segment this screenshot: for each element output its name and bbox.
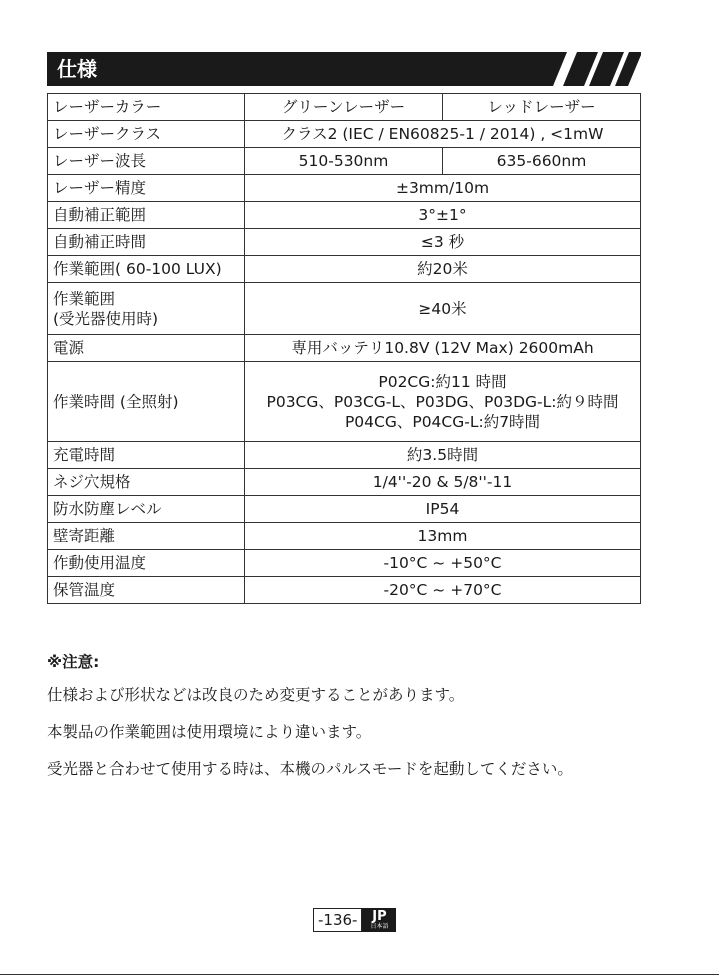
row-label: 作動使用温度 bbox=[48, 550, 245, 577]
table-row bbox=[48, 335, 641, 362]
row-label: レーザー波長 bbox=[48, 148, 245, 175]
note-line: 受光器と合わせて使用する時は、本機のパルスモードを起動してください。 bbox=[47, 760, 573, 778]
row-label: レーザークラス bbox=[48, 121, 245, 148]
table-row bbox=[48, 550, 641, 577]
cell-value: 510-530nm bbox=[245, 148, 443, 175]
row-label: 自動補正時間 bbox=[48, 229, 245, 256]
cell-value: 約20米 bbox=[245, 256, 641, 283]
cell-value: IP54 bbox=[245, 496, 641, 523]
table-row bbox=[48, 94, 641, 121]
cell-value-line: P03CG、P03CG-L、P03DG、P03DG-L:約９時間 bbox=[266, 392, 619, 411]
cell-value: ±3mm/10m bbox=[245, 175, 641, 202]
table-row bbox=[48, 362, 641, 442]
header-stripe-graphic bbox=[47, 52, 641, 86]
row-label: ネジ穴規格 bbox=[48, 469, 245, 496]
table-row bbox=[48, 229, 641, 256]
note-line: 本製品の作業範囲は使用環境により違います。 bbox=[47, 723, 372, 741]
bottom-divider bbox=[0, 974, 719, 975]
row-label: レーザー精度 bbox=[48, 175, 245, 202]
table-row bbox=[48, 523, 641, 550]
table-row bbox=[48, 577, 641, 604]
cell-value: 約3.5時間 bbox=[245, 442, 641, 469]
row-label: 電源 bbox=[48, 335, 245, 362]
table-row bbox=[48, 121, 641, 148]
table-row bbox=[48, 175, 641, 202]
spec-table bbox=[47, 93, 641, 604]
table-row bbox=[48, 496, 641, 523]
cell-value: 13mm bbox=[245, 523, 641, 550]
cell-value: クラス2 (IEC / EN60825-1 / 2014) , <1mW bbox=[245, 121, 641, 148]
cell-value: 1/4''-20 & 5/8''-11 bbox=[245, 469, 641, 496]
cell-value: 専用バッテリ10.8V (12V Max) 2600mAh bbox=[245, 335, 641, 362]
table-row bbox=[48, 469, 641, 496]
cell-value: ≤3 秒 bbox=[245, 229, 641, 256]
table-row bbox=[48, 256, 641, 283]
cell-value: -20°C ~ +70°C bbox=[245, 577, 641, 604]
cell-value-line: P04CG、P04CG-L:約7時間 bbox=[344, 412, 541, 431]
table-row bbox=[48, 148, 641, 175]
page-number: -136- bbox=[313, 908, 362, 932]
cell-value: 3°±1° bbox=[245, 202, 641, 229]
section-title: 仕様 bbox=[57, 57, 97, 81]
row-label: 保管温度 bbox=[48, 577, 245, 604]
table-row bbox=[48, 202, 641, 229]
cell-value-line: P02CG:約11 時間 bbox=[378, 372, 507, 391]
row-label bbox=[48, 283, 245, 335]
cell-value: レッドレーザー bbox=[443, 94, 641, 121]
notes-title: ※注意: bbox=[47, 653, 100, 671]
language-code: JP bbox=[372, 908, 387, 924]
table-row bbox=[48, 442, 641, 469]
cell-value bbox=[245, 362, 641, 442]
notes-section bbox=[47, 650, 573, 794]
row-label-line: 作業範囲 bbox=[53, 289, 116, 308]
language-name: 日本語 bbox=[370, 922, 389, 930]
cell-value: 635-660nm bbox=[443, 148, 641, 175]
row-label: 充電時間 bbox=[48, 442, 245, 469]
row-label: 作業時間 (全照射) bbox=[48, 362, 245, 442]
language-badge bbox=[362, 908, 396, 932]
cell-value: ≥40米 bbox=[245, 283, 641, 335]
row-label: 防水防塵レベル bbox=[48, 496, 245, 523]
section-header bbox=[47, 52, 641, 86]
cell-value: グリーンレーザー bbox=[245, 94, 443, 121]
row-label: 壁寄距離 bbox=[48, 523, 245, 550]
row-label: レーザーカラー bbox=[48, 94, 245, 121]
note-line: 仕様および形状などは改良のため変更することがあります。 bbox=[47, 686, 465, 704]
page-footer bbox=[313, 908, 396, 932]
table-row bbox=[48, 283, 641, 335]
row-label-line: (受光器使用時) bbox=[53, 309, 159, 328]
row-label: 自動補正範囲 bbox=[48, 202, 245, 229]
row-label: 作業範囲( 60-100 LUX) bbox=[48, 256, 245, 283]
cell-value: -10°C ~ +50°C bbox=[245, 550, 641, 577]
